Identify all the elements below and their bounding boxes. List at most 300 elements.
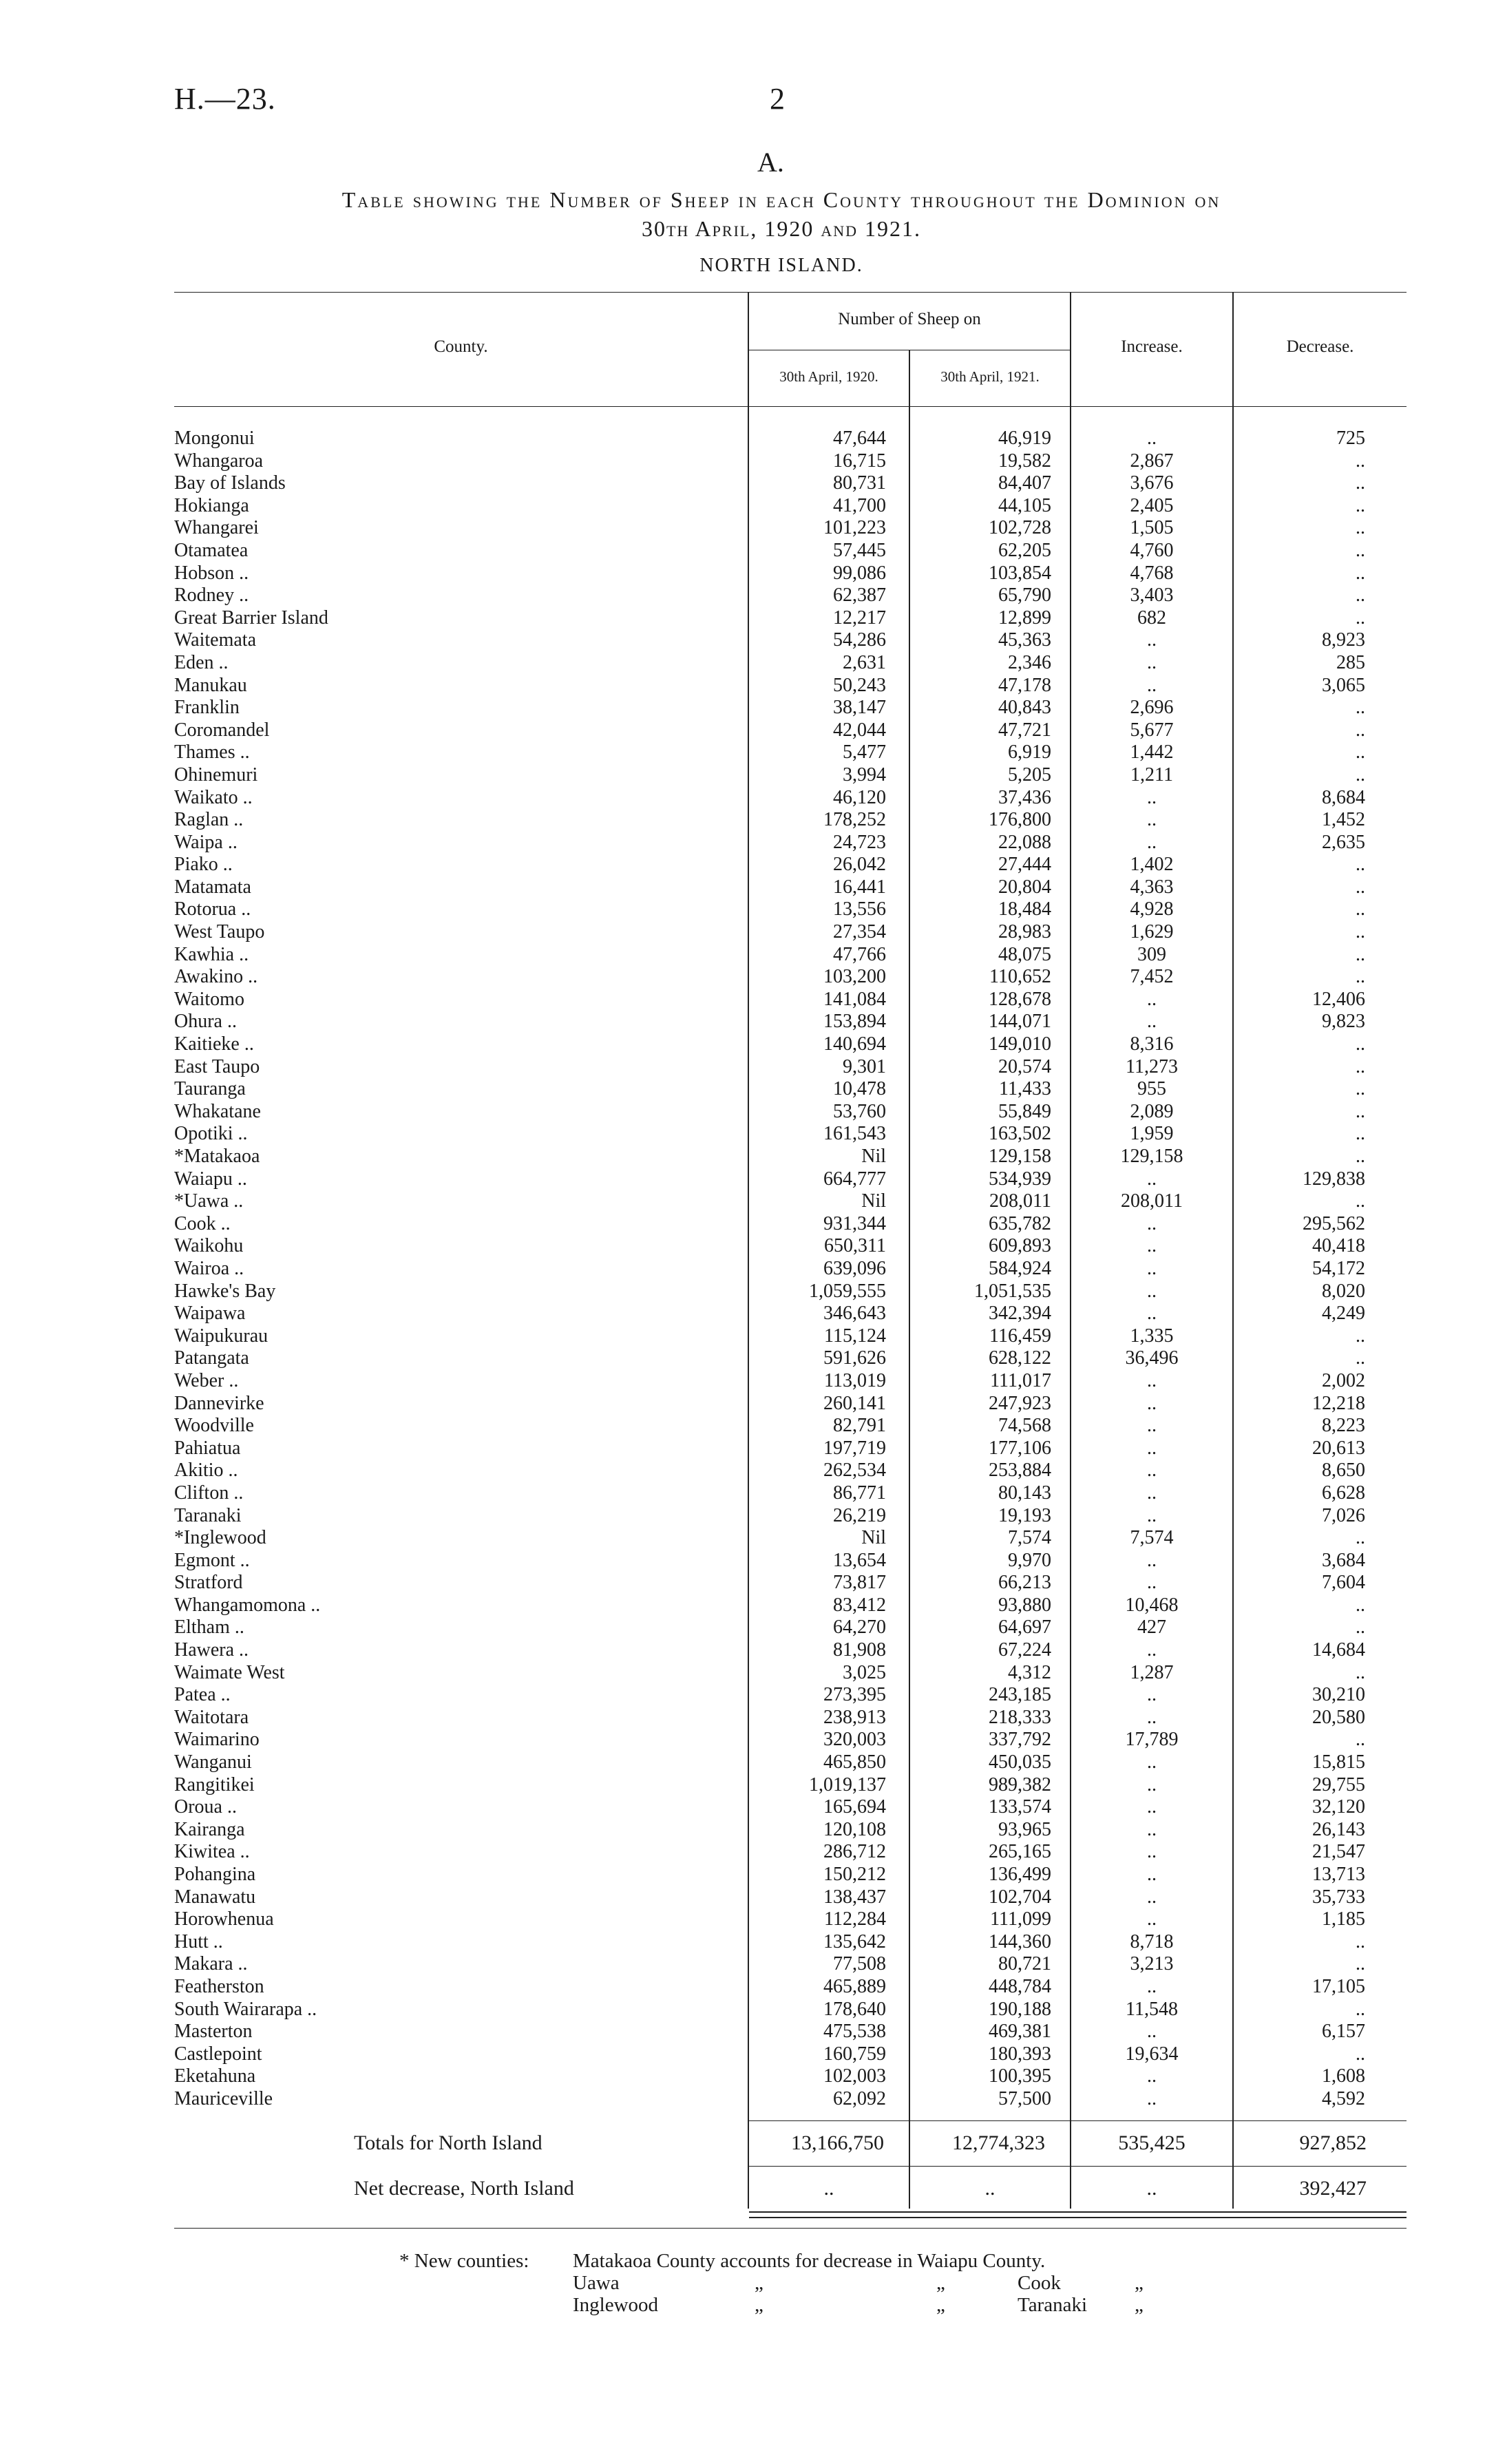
- county-name: Raglan ..: [174, 809, 244, 831]
- sheep-1920: 99,086: [833, 562, 886, 584]
- increase-value: 17,789: [1125, 1729, 1179, 1751]
- sheep-1921: 129,158: [989, 1146, 1051, 1167]
- decrease-value: 285: [1336, 651, 1365, 673]
- decrease-value: 8,684: [1322, 786, 1365, 808]
- sheep-1920: 103,200: [823, 966, 886, 988]
- decrease-value: ..: [1356, 1661, 1365, 1683]
- increase-value: ..: [1147, 1818, 1157, 1840]
- increase-value: ..: [1147, 1392, 1157, 1414]
- table-row: [174, 428, 1407, 450]
- increase-value: ..: [1147, 1437, 1157, 1459]
- increase-value: ..: [1147, 1011, 1157, 1033]
- increase-value: ..: [1147, 1415, 1157, 1437]
- county-name: Weber ..: [174, 1369, 239, 1391]
- header-1920: 30th April, 1920.: [779, 368, 878, 385]
- sheep-1920: 650,311: [824, 1235, 886, 1257]
- table-row: [174, 1527, 1407, 1550]
- decrease-value: ..: [1356, 943, 1365, 965]
- sheep-1921: 116,459: [989, 1325, 1051, 1347]
- increase-value: ..: [1147, 1706, 1157, 1728]
- table-row: [174, 809, 1407, 832]
- footnote-ditto-1b: „: [936, 2272, 945, 2294]
- county-name: Eketahuna: [174, 2065, 256, 2087]
- decrease-value: 20,613: [1312, 1437, 1365, 1459]
- increase-value: 1,287: [1130, 1661, 1174, 1683]
- sheep-1920: 273,395: [823, 1684, 886, 1706]
- county-name: Cook ..: [174, 1212, 231, 1234]
- table-row: [174, 944, 1407, 967]
- county-name: Piako ..: [174, 854, 233, 876]
- table-row: [174, 1639, 1407, 1662]
- table-row: [174, 652, 1407, 675]
- sheep-1920: 3,994: [843, 764, 886, 786]
- county-name: *Matakaoa: [174, 1146, 260, 1167]
- table-row: [174, 1594, 1407, 1617]
- sheep-1920: 141,084: [823, 988, 886, 1010]
- sheep-1920: 3,025: [843, 1661, 886, 1683]
- sheep-1921: 20,804: [998, 876, 1051, 898]
- county-name: Mauriceville: [174, 2087, 273, 2109]
- increase-value: ..: [1147, 1572, 1157, 1594]
- sheep-1920: 38,147: [833, 697, 886, 719]
- increase-value: 5,677: [1130, 719, 1174, 741]
- increase-value: ..: [1147, 629, 1157, 651]
- sheep-1920: 83,412: [833, 1594, 886, 1616]
- sheep-1920: 13,654: [833, 1549, 886, 1571]
- increase-value: 1,629: [1130, 921, 1174, 943]
- sheep-1921: 12,899: [998, 607, 1051, 629]
- table-row: [174, 1078, 1407, 1101]
- sheep-1920: 5,477: [843, 741, 886, 764]
- decrease-value: ..: [1356, 517, 1365, 539]
- sheep-1920: 161,543: [823, 1123, 886, 1145]
- county-name: Hutt ..: [174, 1930, 223, 1952]
- table-row: [174, 719, 1407, 742]
- decrease-value: 15,815: [1312, 1751, 1365, 1773]
- increase-value: 3,403: [1130, 585, 1174, 607]
- county-name: Ohinemuri: [174, 764, 258, 786]
- table-row: [174, 1796, 1407, 1819]
- table-row: [174, 1505, 1407, 1528]
- decrease-value: ..: [1356, 697, 1365, 719]
- county-name: Whangaroa: [174, 450, 264, 472]
- page-bottom-rule: [174, 2228, 1407, 2229]
- sheep-1920: Nil: [861, 1190, 886, 1212]
- increase-value: ..: [1147, 651, 1157, 673]
- sheep-1921: 102,728: [989, 517, 1051, 539]
- footnote-lead: * New counties:: [399, 2250, 529, 2272]
- footnote-inglewood: Inglewood: [573, 2294, 659, 2316]
- sheep-1920: 64,270: [833, 1617, 886, 1639]
- sheep-1921: 133,574: [989, 1796, 1051, 1818]
- decrease-value: 129,838: [1303, 1168, 1365, 1190]
- county-name: Hawera ..: [174, 1639, 249, 1661]
- county-name: *Inglewood: [174, 1527, 266, 1549]
- decrease-value: 30,210: [1312, 1684, 1365, 1706]
- table-row: [174, 1999, 1407, 2021]
- decrease-value: ..: [1356, 2043, 1365, 2065]
- sheep-1920: Nil: [861, 1146, 886, 1167]
- sheep-1921: 144,360: [989, 1930, 1051, 1952]
- decrease-value: ..: [1356, 876, 1365, 898]
- net-1920: ..: [823, 2177, 834, 2200]
- increase-value: 129,158: [1120, 1146, 1183, 1167]
- decrease-value: ..: [1356, 450, 1365, 472]
- decrease-value: ..: [1356, 1998, 1365, 2020]
- sheep-1920: 47,644: [833, 428, 886, 449]
- sheep-1921: 48,075: [998, 943, 1051, 965]
- table-row: [174, 1168, 1407, 1191]
- sheep-1921: 149,010: [989, 1033, 1051, 1055]
- sheep-1920: 465,850: [823, 1751, 886, 1773]
- sheep-1921: 989,382: [989, 1773, 1051, 1796]
- footnote-uawa: Uawa: [573, 2272, 620, 2294]
- sheep-1920: 80,731: [833, 472, 886, 494]
- county-name: Bay of Islands: [174, 472, 286, 494]
- county-name: Waiapu ..: [174, 1168, 247, 1190]
- county-name: Kaitieke ..: [174, 1033, 254, 1055]
- decrease-value: 725: [1336, 428, 1365, 449]
- sheep-1920: 238,913: [823, 1706, 886, 1728]
- table-body: [174, 428, 1407, 2111]
- sheep-1921: 47,178: [998, 674, 1051, 696]
- decrease-value: ..: [1356, 854, 1365, 876]
- county-name: Rangitikei: [174, 1773, 255, 1796]
- page-number: 2: [770, 82, 785, 116]
- increase-value: 1,442: [1130, 741, 1174, 764]
- table-row: [174, 876, 1407, 899]
- decrease-value: ..: [1356, 1190, 1365, 1212]
- sheep-1921: 84,407: [998, 472, 1051, 494]
- table-row: [174, 629, 1407, 652]
- sheep-1921: 27,444: [998, 854, 1051, 876]
- sheep-1921: 243,185: [989, 1684, 1051, 1706]
- county-name: Awakino ..: [174, 966, 258, 988]
- county-name: Waimarino: [174, 1729, 260, 1751]
- totals-label: Totals for North Island: [354, 2131, 542, 2154]
- county-name: Hawke's Bay: [174, 1280, 276, 1302]
- table-row: [174, 1347, 1407, 1370]
- table-row: [174, 1931, 1407, 1954]
- table-row: [174, 1976, 1407, 1999]
- decrease-value: ..: [1356, 562, 1365, 584]
- sheep-1920: 112,284: [824, 1908, 886, 1930]
- county-name: Waitemata: [174, 629, 257, 651]
- decrease-value: ..: [1356, 1033, 1365, 1055]
- sheep-1920: 47,766: [833, 943, 886, 965]
- sheep-1920: 120,108: [823, 1818, 886, 1840]
- increase-value: ..: [1147, 1549, 1157, 1571]
- county-name: Akitio ..: [174, 1460, 238, 1482]
- sheep-1921: 64,697: [998, 1617, 1051, 1639]
- increase-value: 7,574: [1130, 1527, 1174, 1549]
- sheep-1920: 86,771: [833, 1482, 886, 1504]
- sheep-1920: 24,723: [833, 831, 886, 853]
- sheep-1920: 135,642: [823, 1930, 886, 1952]
- increase-value: ..: [1147, 1504, 1157, 1526]
- table-row: [174, 1617, 1407, 1639]
- sheep-1921: 177,106: [989, 1437, 1051, 1459]
- county-name: South Wairarapa ..: [174, 1998, 317, 2020]
- county-name: Hokianga: [174, 494, 249, 516]
- decrease-value: 8,223: [1322, 1415, 1365, 1437]
- table-row: [174, 562, 1407, 585]
- increase-value: 1,959: [1130, 1123, 1174, 1145]
- header-increase: Increase.: [1121, 337, 1183, 356]
- increase-value: ..: [1147, 1257, 1157, 1279]
- county-name: Waitomo: [174, 988, 244, 1010]
- sheep-1920: 1,019,137: [809, 1773, 886, 1796]
- decrease-value: ..: [1356, 1594, 1365, 1616]
- decrease-value: ..: [1356, 1146, 1365, 1167]
- island-heading: NORTH ISLAND.: [699, 255, 863, 276]
- table-row: [174, 1707, 1407, 1729]
- decrease-value: ..: [1356, 719, 1365, 741]
- table-row: [174, 1101, 1407, 1124]
- county-name: *Uawa ..: [174, 1190, 244, 1212]
- sheep-1921: 448,784: [989, 1975, 1051, 1997]
- increase-value: 4,768: [1130, 562, 1174, 584]
- footnote-ditto-1a: „: [755, 2272, 763, 2294]
- increase-value: ..: [1147, 1975, 1157, 1997]
- decrease-value: ..: [1356, 1729, 1365, 1751]
- county-name: Castlepoint: [174, 2043, 262, 2065]
- decrease-value: ..: [1356, 1078, 1365, 1100]
- sheep-1920: 10,478: [833, 1078, 886, 1100]
- county-name: Wanganui: [174, 1751, 252, 1773]
- table-row: [174, 832, 1407, 854]
- county-name: Otamatea: [174, 539, 249, 561]
- decrease-value: 20,580: [1312, 1706, 1365, 1728]
- decrease-value: ..: [1356, 539, 1365, 561]
- county-name: Ohura ..: [174, 1011, 237, 1033]
- table-row: [174, 898, 1407, 921]
- table-row: [174, 675, 1407, 697]
- sheep-1921: 218,333: [989, 1706, 1051, 1728]
- decrease-value: ..: [1356, 607, 1365, 629]
- county-name: Great Barrier Island: [174, 607, 328, 629]
- sheep-1921: 163,502: [989, 1123, 1051, 1145]
- footnote-taranaki: Taranaki: [1018, 2294, 1088, 2316]
- increase-value: ..: [1147, 674, 1157, 696]
- table-row: [174, 2043, 1407, 2066]
- county-name: Woodville: [174, 1415, 254, 1437]
- sheep-1921: 66,213: [998, 1572, 1051, 1594]
- table-row: [174, 2088, 1407, 2111]
- increase-value: ..: [1147, 1303, 1157, 1325]
- county-name: Rodney ..: [174, 585, 249, 607]
- sheep-1920: Nil: [861, 1527, 886, 1549]
- increase-value: 427: [1137, 1617, 1166, 1639]
- decrease-value: 14,684: [1312, 1639, 1365, 1661]
- table-row: [174, 1550, 1407, 1572]
- county-name: Kawhia ..: [174, 943, 249, 965]
- page-reference: H.—23.: [174, 82, 276, 116]
- county-name: Stratford: [174, 1572, 243, 1594]
- decrease-value: ..: [1356, 1617, 1365, 1639]
- increase-value: 208,011: [1121, 1190, 1183, 1212]
- decrease-value: ..: [1356, 764, 1365, 786]
- header-bottom-rule: [174, 406, 1407, 407]
- table-row: [174, 1235, 1407, 1258]
- sheep-1921: 28,983: [998, 921, 1051, 943]
- decrease-value: ..: [1356, 1930, 1365, 1952]
- net-bottom-rule-1: [749, 2211, 1407, 2213]
- sheep-1921: 176,800: [989, 809, 1051, 831]
- county-name: Clifton ..: [174, 1482, 244, 1504]
- sheep-1921: 247,923: [989, 1392, 1051, 1414]
- sheep-1920: 346,643: [823, 1303, 886, 1325]
- increase-value: 1,335: [1130, 1325, 1174, 1347]
- county-name: Whangamomona ..: [174, 1594, 321, 1616]
- totals-increase: 535,425: [1118, 2131, 1186, 2154]
- county-name: Manukau: [174, 674, 247, 696]
- table-row: [174, 540, 1407, 562]
- increase-value: 682: [1137, 607, 1166, 629]
- decrease-value: 21,547: [1312, 1841, 1365, 1863]
- table-row: [174, 1864, 1407, 1886]
- sheep-1920: 16,441: [833, 876, 886, 898]
- increase-value: 7,452: [1130, 966, 1174, 988]
- sheep-1920: 150,212: [823, 1864, 886, 1885]
- county-name: Tauranga: [174, 1078, 246, 1100]
- sheep-1920: 931,344: [823, 1212, 886, 1234]
- decrease-value: 29,755: [1312, 1773, 1365, 1796]
- increase-value: 8,718: [1130, 1930, 1174, 1952]
- table-row: [174, 1729, 1407, 1751]
- decrease-value: 8,923: [1322, 629, 1365, 651]
- table-title-line-2: 30th April, 1920 and 1921.: [641, 216, 921, 241]
- sheep-1920: 81,908: [833, 1639, 886, 1661]
- increase-value: ..: [1147, 988, 1157, 1010]
- sheep-1920: 664,777: [823, 1168, 886, 1190]
- county-name: Thames ..: [174, 741, 250, 764]
- sheep-1920: 115,124: [824, 1325, 886, 1347]
- table-row: [174, 1303, 1407, 1325]
- sheep-1921: 253,884: [989, 1460, 1051, 1482]
- table-row: [174, 585, 1407, 607]
- decrease-value: ..: [1356, 966, 1365, 988]
- sheep-1920: 27,354: [833, 921, 886, 943]
- decrease-value: ..: [1356, 1325, 1365, 1347]
- decrease-value: 9,823: [1322, 1011, 1365, 1033]
- decrease-value: 7,026: [1322, 1504, 1365, 1526]
- table-row: [174, 1684, 1407, 1707]
- county-name: Patea ..: [174, 1684, 231, 1706]
- county-name: Kiwitea ..: [174, 1841, 250, 1863]
- sheep-1920: 591,626: [823, 1347, 886, 1369]
- sheep-1920: 82,791: [833, 1415, 886, 1437]
- county-name: Waipawa: [174, 1303, 246, 1325]
- sheep-1921: 9,970: [1008, 1549, 1051, 1571]
- sheep-1921: 40,843: [998, 697, 1051, 719]
- decrease-value: 7,604: [1322, 1572, 1365, 1594]
- decrease-value: ..: [1356, 1123, 1365, 1145]
- table-row: [174, 472, 1407, 495]
- decrease-value: 4,249: [1322, 1303, 1365, 1325]
- header-county: County.: [434, 337, 488, 356]
- sheep-1920: 54,286: [833, 629, 886, 651]
- header-decrease: Decrease.: [1286, 337, 1354, 356]
- increase-value: 10,468: [1125, 1594, 1179, 1616]
- county-name: Waipa ..: [174, 831, 238, 853]
- decrease-value: 26,143: [1312, 1818, 1365, 1840]
- sheep-1921: 7,574: [1008, 1527, 1051, 1549]
- table-row: [174, 1886, 1407, 1909]
- table-row: [174, 517, 1407, 540]
- footnote-ditto-2c: „: [1135, 2294, 1144, 2316]
- table-row: [174, 921, 1407, 944]
- increase-value: ..: [1147, 786, 1157, 808]
- county-name: Rotorua ..: [174, 898, 251, 920]
- increase-value: ..: [1147, 1235, 1157, 1257]
- increase-value: 1,211: [1130, 764, 1173, 786]
- sheep-1920: 165,694: [823, 1796, 886, 1818]
- table-row: [174, 1572, 1407, 1594]
- totals-bottom-rule: [749, 2166, 1407, 2167]
- sheep-1920: 113,019: [824, 1369, 886, 1391]
- increase-value: 2,867: [1130, 450, 1174, 472]
- table-row: [174, 1460, 1407, 1482]
- sheep-1921: 19,582: [998, 450, 1051, 472]
- decrease-value: ..: [1356, 472, 1365, 494]
- increase-value: 3,676: [1130, 472, 1174, 494]
- sheep-1920: 46,120: [833, 786, 886, 808]
- increase-value: 1,402: [1130, 854, 1174, 876]
- sheep-1921: 55,849: [998, 1100, 1051, 1122]
- table-row: [174, 450, 1407, 473]
- decrease-value: 8,020: [1322, 1280, 1365, 1302]
- table-row: [174, 741, 1407, 764]
- decrease-value: 3,065: [1322, 674, 1365, 696]
- increase-value: ..: [1147, 1773, 1157, 1796]
- decrease-value: 40,418: [1312, 1235, 1365, 1257]
- table-row: [174, 1819, 1407, 1842]
- decrease-value: ..: [1356, 741, 1365, 764]
- increase-value: ..: [1147, 1460, 1157, 1482]
- decrease-value: 2,635: [1322, 831, 1365, 853]
- decrease-value: 13,713: [1312, 1864, 1365, 1885]
- sheep-1920: 286,712: [823, 1841, 886, 1863]
- sheep-1921: 337,792: [989, 1729, 1051, 1751]
- sheep-1921: 74,568: [998, 1415, 1051, 1437]
- county-name: Oroua ..: [174, 1796, 237, 1818]
- sheep-1920: 9,301: [843, 1055, 886, 1077]
- sheep-1921: 46,919: [998, 428, 1051, 449]
- header-number-of-sheep: Number of Sheep on: [838, 310, 981, 328]
- net-decrease: 392,427: [1299, 2177, 1367, 2200]
- sheep-1921: 57,500: [998, 2087, 1051, 2109]
- table-row: [174, 1953, 1407, 1976]
- decrease-value: 2,002: [1322, 1369, 1365, 1391]
- sheep-1921: 534,939: [989, 1168, 1051, 1190]
- sheep-1921: 80,143: [998, 1482, 1051, 1504]
- totals-1920: 13,166,750: [791, 2131, 884, 2154]
- increase-value: ..: [1147, 1841, 1157, 1863]
- increase-value: ..: [1147, 1168, 1157, 1190]
- sheep-1921: 190,188: [989, 1998, 1051, 2020]
- decrease-value: ..: [1356, 1347, 1365, 1369]
- sheep-1921: 4,312: [1008, 1661, 1051, 1683]
- sheep-1920: 26,042: [833, 854, 886, 876]
- table-row: [174, 1438, 1407, 1460]
- sheep-1920: 178,252: [823, 809, 886, 831]
- table-row: [174, 2021, 1407, 2043]
- sheep-1921: 22,088: [998, 831, 1051, 853]
- sheep-1920: 41,700: [833, 494, 886, 516]
- sheep-1921: 11,433: [999, 1078, 1051, 1100]
- table-row: [174, 1213, 1407, 1236]
